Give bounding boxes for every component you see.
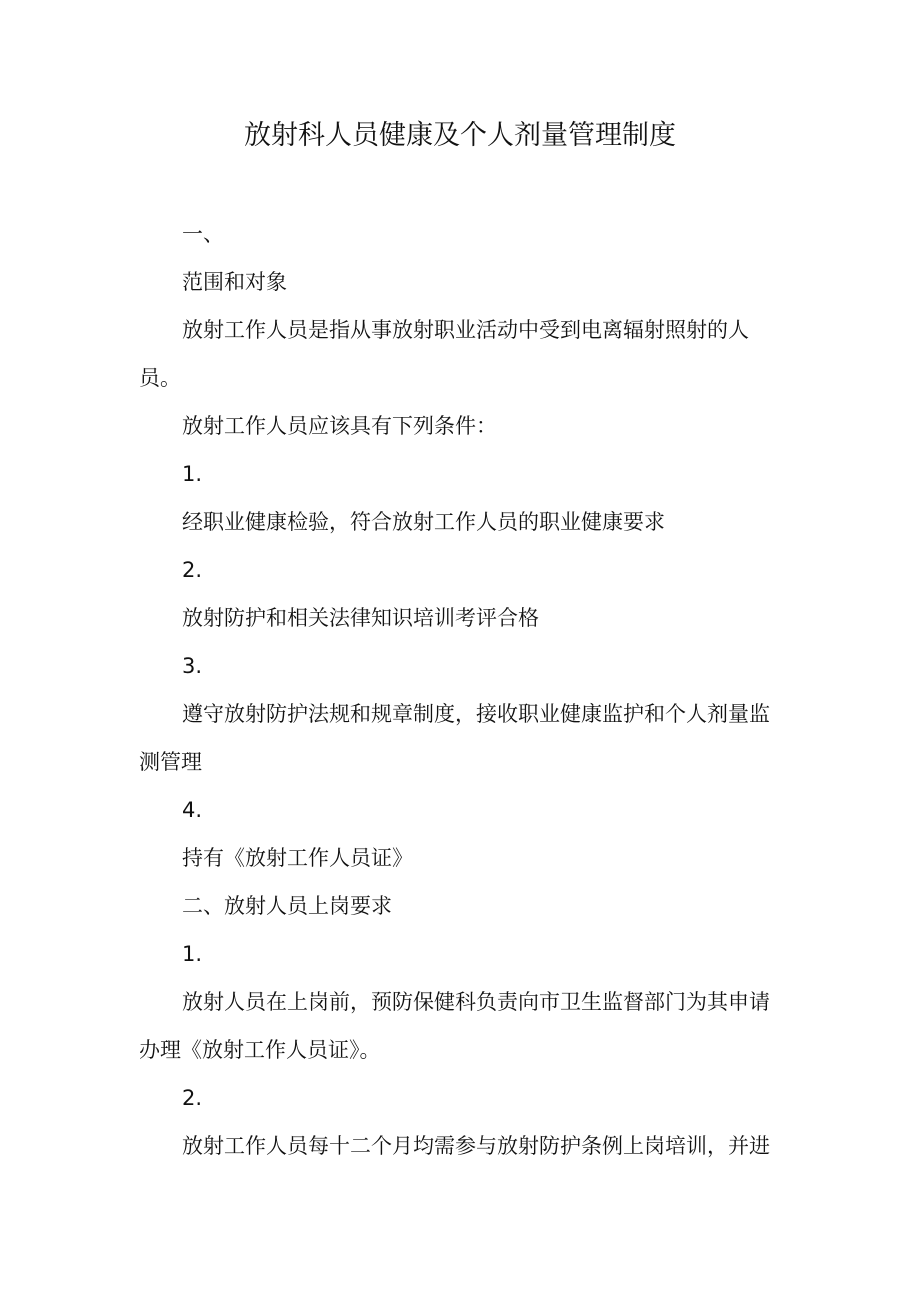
paragraph: 放射工作人员每十二个月均需参与放射防护条例上岗培训，并进 — [182, 1134, 770, 1158]
list-number: 3. — [182, 654, 203, 678]
section-heading-1: 一、 — [182, 222, 224, 246]
list-number: 4. — [182, 798, 203, 822]
paragraph: 范围和对象 — [182, 270, 287, 294]
list-number: 1. — [182, 942, 203, 966]
section-heading-2: 二、放射人员上岗要求 — [182, 894, 392, 918]
paragraph: 持有《放射工作人员证》 — [182, 846, 413, 870]
paragraph: 放射人员在上岗前，预防保健科负责向市卫生监督部门为其申请办理《放射工作人员证》。 — [139, 990, 770, 1062]
paragraph: 经职业健康检验，符合放射工作人员的职业健康要求 — [182, 510, 665, 534]
paragraph: 遵守放射防护法规和规章制度，接收职业健康监护和个人剂量监测管理 — [139, 702, 770, 774]
paragraph: 放射工作人员应该具有下列条件： — [182, 414, 497, 438]
list-number: 2. — [182, 558, 203, 582]
document-title: 放射科人员健康及个人剂量管理制度 — [244, 120, 676, 151]
list-number: 2. — [182, 1086, 203, 1110]
paragraph: 放射防护和相关法律知识培训考评合格 — [182, 606, 539, 630]
list-number: 1. — [182, 462, 203, 486]
document-body — [139, 210, 789, 1170]
paragraph: 放射工作人员是指从事放射职业活动中受到电离辐射照射的人员。 — [139, 318, 749, 390]
